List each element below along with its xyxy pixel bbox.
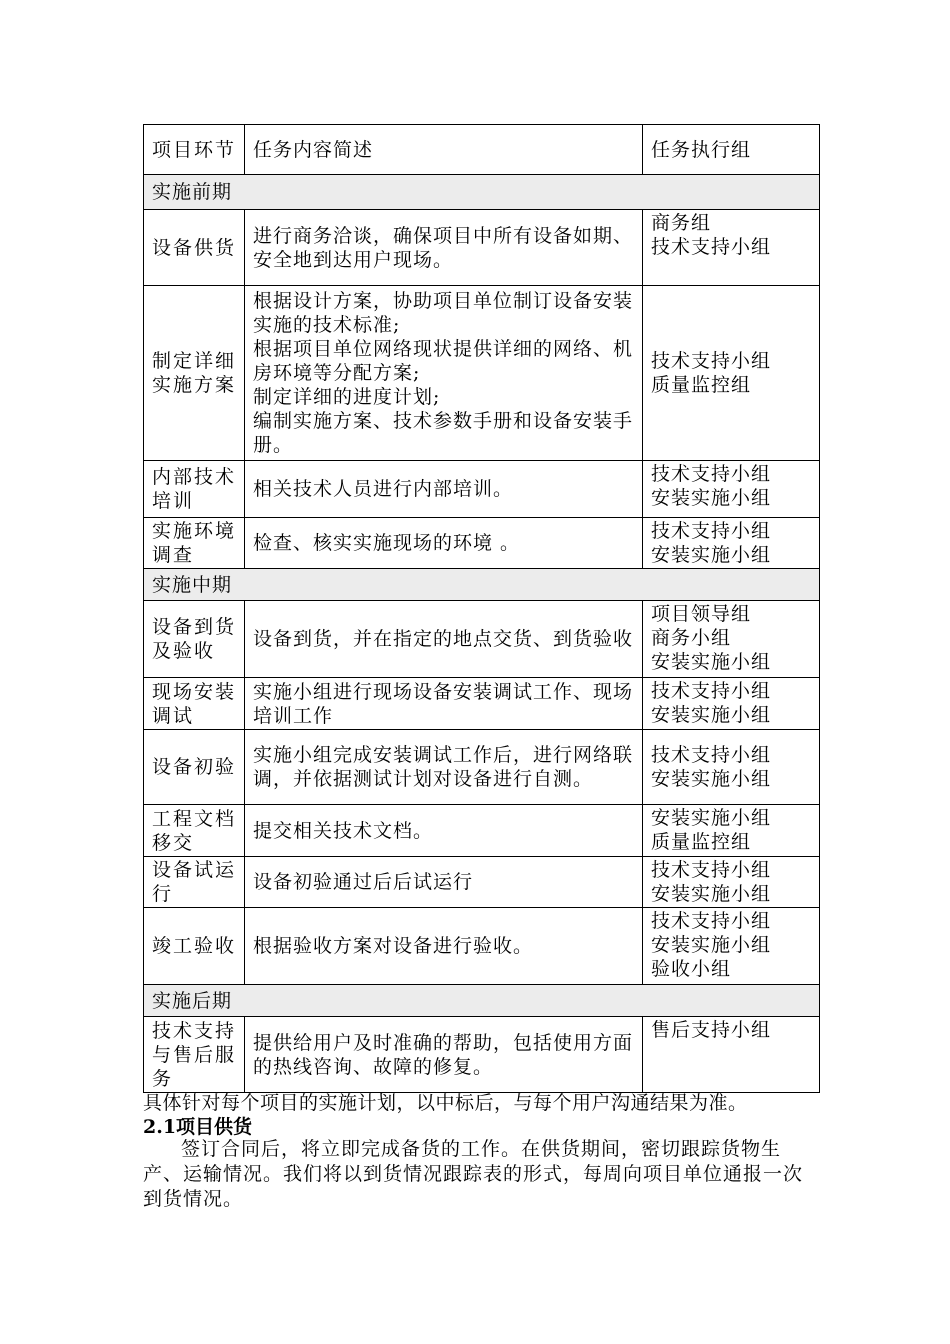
description-cell: 进行商务洽谈，确保项目中所有设备如期、安全地到达用户现场。 bbox=[245, 210, 643, 286]
phase-title: 实施前期 bbox=[144, 175, 820, 210]
group-cell: 技术支持小组 安装实施小组 bbox=[643, 461, 820, 518]
phase-row bbox=[144, 175, 820, 210]
table-row bbox=[144, 678, 820, 730]
header-group: 任务执行组 bbox=[643, 125, 820, 175]
step-cell: 制定详细 实施方案 bbox=[144, 286, 245, 461]
table-row bbox=[144, 805, 820, 857]
group-cell: 技术支持小组 安装实施小组 bbox=[643, 857, 820, 908]
section-heading: 2.1项目供货 bbox=[143, 1116, 253, 1138]
implementation-plan-table bbox=[143, 124, 820, 1093]
group-cell: 项目领导组 商务小组 安装实施小组 bbox=[643, 601, 820, 678]
header-description: 任务内容简述 bbox=[245, 125, 643, 175]
step-cell: 工程文档移交 bbox=[144, 805, 245, 857]
step-cell: 设备供货 bbox=[144, 210, 245, 286]
description-cell: 提供给用户及时准确的帮助，包括使用方面的热线咨询、故障的修复。 bbox=[245, 1017, 643, 1093]
step-cell: 内部技术培训 bbox=[144, 461, 245, 518]
description-cell: 实施小组完成安装调试工作后，进行网络联调，并依据测试计划对设备进行自测。 bbox=[245, 730, 643, 805]
phase-row bbox=[144, 569, 820, 601]
group-cell: 技术支持小组 安装实施小组 bbox=[643, 518, 820, 569]
group-cell: 安装实施小组 质量监控组 bbox=[643, 805, 820, 857]
step-cell: 设备试运行 bbox=[144, 857, 245, 908]
step-cell: 设备初验 bbox=[144, 730, 245, 805]
table-row bbox=[144, 601, 820, 678]
group-cell: 技术支持小组 安装实施小组 验收小组 bbox=[643, 908, 820, 985]
description-cell: 根据设计方案，协助项目单位制订设备安装实施的技术标准; 根据项目单位网络现状提供详细的网络、机房环境等分配方案; 制定详细的进度计划; 编制实施方案、技术参数手册和设备安装手册。 bbox=[245, 286, 643, 461]
section-paragraph: 签订合同后，将立即完成备货的工作。在供货期间，密切跟踪货物生产、运输情况。我们将以到货情况跟踪表的形式，每周向项目单位通报一次到货情况。 bbox=[143, 1138, 804, 1210]
phase-row bbox=[144, 985, 820, 1017]
table-row bbox=[144, 908, 820, 985]
description-cell: 相关技术人员进行内部培训。 bbox=[245, 461, 643, 518]
group-cell: 技术支持小组 安装实施小组 bbox=[643, 730, 820, 805]
plan-note: 具体针对每个项目的实施计划，以中标后，与每个用户沟通结果为准。 bbox=[143, 1092, 748, 1114]
description-cell: 根据验收方案对设备进行验收。 bbox=[245, 908, 643, 985]
table-header-row bbox=[144, 125, 820, 175]
description-cell: 设备初验通过后后试运行 bbox=[245, 857, 643, 908]
group-cell: 商务组 技术支持小组 bbox=[643, 210, 820, 286]
step-cell: 设备到货及验收 bbox=[144, 601, 245, 678]
step-cell: 实施环境调查 bbox=[144, 518, 245, 569]
table-row bbox=[144, 210, 820, 286]
step-cell: 现场安装调试 bbox=[144, 678, 245, 730]
step-cell: 竣工验收 bbox=[144, 908, 245, 985]
description-cell: 提交相关技术文档。 bbox=[245, 805, 643, 857]
header-step: 项目环节 bbox=[144, 125, 245, 175]
group-cell: 售后支持小组 bbox=[643, 1017, 820, 1093]
step-cell: 技术支持与售后服务 bbox=[144, 1017, 245, 1093]
table-row bbox=[144, 730, 820, 805]
table-row bbox=[144, 1017, 820, 1093]
description-cell: 实施小组进行现场设备安装调试工作、现场培训工作 bbox=[245, 678, 643, 730]
description-cell: 检查、核实实施现场的环境 。 bbox=[245, 518, 643, 569]
phase-title: 实施后期 bbox=[144, 985, 820, 1017]
table-row bbox=[144, 461, 820, 518]
group-cell: 技术支持小组 安装实施小组 bbox=[643, 678, 820, 730]
table-row bbox=[144, 286, 820, 461]
description-cell: 设备到货，并在指定的地点交货、到货验收 bbox=[245, 601, 643, 678]
table-row bbox=[144, 857, 820, 908]
table-row bbox=[144, 518, 820, 569]
group-cell: 技术支持小组 质量监控组 bbox=[643, 286, 820, 461]
phase-title: 实施中期 bbox=[144, 569, 820, 601]
